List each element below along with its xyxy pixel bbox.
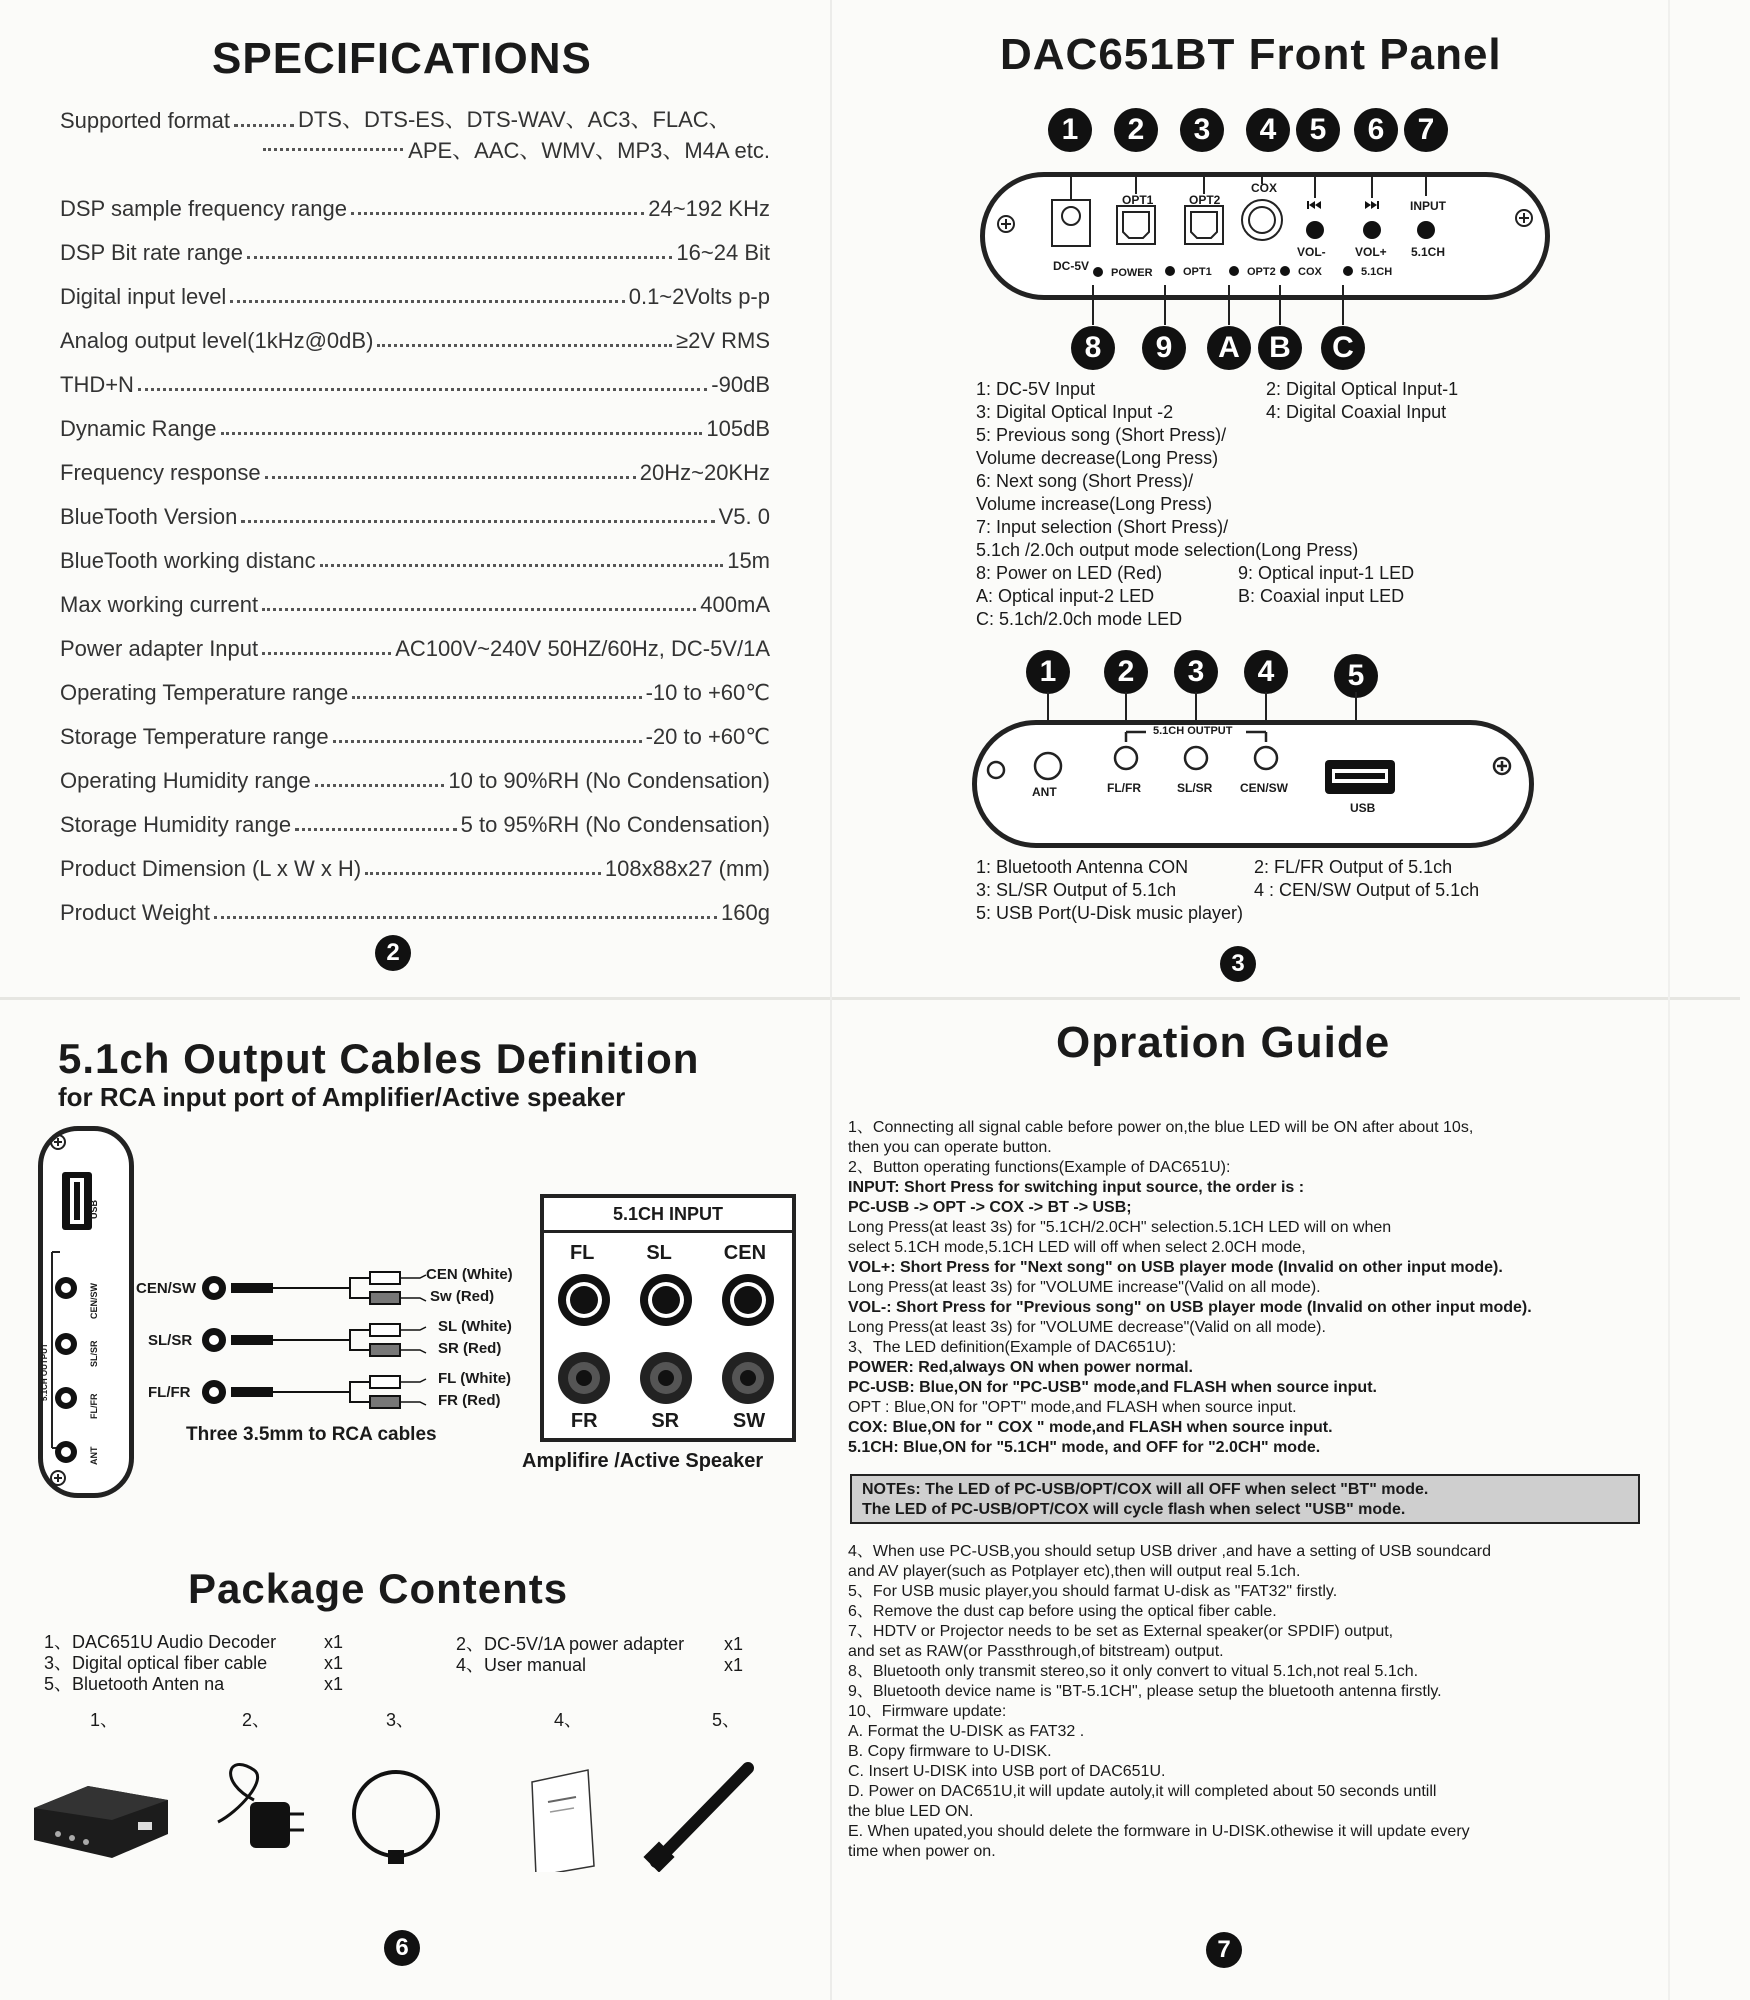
amp-caption: Amplifire /Active Speaker — [522, 1450, 764, 1472]
cable-caption: Three 3.5mm to RCA cables — [186, 1424, 437, 1445]
badge-b: B — [1258, 326, 1302, 370]
package-title: Package Contents — [188, 1565, 569, 1612]
spec-label: Max working current — [60, 592, 259, 617]
package-item: 3、Digital optical fiber cable x1 — [44, 1653, 344, 1673]
back-badge-2: 2 — [1104, 650, 1148, 694]
spec-label: Product Weight — [60, 900, 211, 925]
amp-sw: SW — [732, 1410, 766, 1432]
spec-label: Analog output level(1kHz@0dB) — [60, 328, 374, 353]
cables-package-section — [0, 1000, 830, 2000]
spec-value: 16~24 Bit — [676, 240, 770, 265]
jack-label-slsr: SL/SR — [148, 1332, 193, 1349]
guide-line: and set as RAW(or Passthrough,of bitstream) output. — [848, 1643, 1224, 1660]
spec-value: 160g — [721, 900, 770, 925]
pkg-img-label-4: 4、 — [554, 1710, 583, 1730]
page-number-6: 6 — [384, 1930, 420, 1966]
guide-line: 2、Button operating functions(Example of DAC651U): — [848, 1159, 1231, 1176]
spec-row — [60, 398, 770, 442]
pkg-img-label-3: 3、 — [386, 1710, 415, 1730]
amp-input-box — [540, 1194, 796, 1442]
front-legend-right-top: 2: Digital Optical Input-1 4: Digital Coaxial Input — [1266, 379, 1459, 422]
ant-label: ANT — [1032, 785, 1057, 799]
spec-value: -90dB — [711, 372, 770, 397]
package-list-right — [456, 1634, 743, 1676]
amp-sl: SL — [646, 1242, 672, 1264]
spec-value: 10 to 90%RH (No Condensation) — [448, 768, 770, 793]
package-images-svg — [28, 1742, 818, 1872]
spec-label: BlueTooth working distanc — [60, 548, 316, 573]
led-cox-label: COX — [1298, 266, 1322, 278]
spec-value: -10 to +60℃ — [645, 680, 770, 705]
guide-title: Opration Guide — [1056, 1018, 1391, 1067]
package-item: 4、User manual x1 — [456, 1655, 744, 1675]
side-ant-label: ANT — [89, 1446, 99, 1465]
adapter-image — [218, 1764, 304, 1848]
side-censw-label: CEN/SW — [89, 1283, 99, 1319]
guide-line: 9、Bluetooth device name is "BT-5.1CH", please setup the bluetooth antenna firstly. — [848, 1683, 1442, 1700]
amp-fr: FR — [570, 1410, 598, 1432]
vol-plus-label: VOL+ — [1355, 245, 1387, 259]
spec-row — [60, 178, 770, 222]
guide-line: PC-USB: Blue,ON for "PC-USB" mode,and FLASH when source input. — [848, 1379, 1377, 1396]
spec-row — [60, 222, 770, 266]
spec-label: DSP Bit rate range — [60, 240, 244, 265]
guide-notes — [850, 1474, 1640, 1524]
guide-line: time when power on. — [848, 1843, 996, 1860]
guide-line: POWER: Red,always ON when power normal. — [848, 1359, 1193, 1376]
decoder-image — [34, 1786, 168, 1858]
front-panel-drawing — [980, 172, 1550, 300]
front-panel-section — [830, 0, 1740, 1000]
cables-subtitle: for RCA input port of Amplifier/Active speaker — [58, 1082, 626, 1112]
guide-line: 8、Bluetooth only transmit stereo,so it only convert to vitual 5.1ch,not real 5.1ch. — [848, 1663, 1419, 1680]
back-badge-4: 4 — [1244, 650, 1288, 694]
spec-value: 5 to 95%RH (No Condensation) — [460, 812, 770, 837]
spec-label: Operating Temperature range — [60, 680, 349, 705]
amp-bottom-labels — [544, 1410, 792, 1433]
guide-line: 5、For USB music player,you should farmat U-disk as "FAT32" firstly. — [848, 1583, 1338, 1600]
spec-label: Operating Humidity range — [60, 768, 311, 793]
back-panel-svg — [972, 720, 1524, 838]
guide-line: B. Copy firmware to U-DISK. — [848, 1743, 1052, 1760]
spec-label: Digital input level — [60, 284, 227, 309]
spec-value: -20 to +60℃ — [645, 724, 770, 749]
guide-line: and AV player(such as Potplayer etc),then will output real 5.1ch. — [848, 1563, 1301, 1580]
spec-label: BlueTooth Version — [60, 504, 238, 529]
manual-image — [532, 1770, 594, 1872]
spec-value: DTS、DTS-ES、DTS-WAV、AC3、FLAC、 — [297, 107, 731, 132]
side-flfr-label: FL/FR — [89, 1393, 99, 1419]
front-panel-title: DAC651BT Front Panel — [1000, 30, 1502, 79]
spec-value: ≥2V RMS — [676, 328, 770, 353]
spec-row — [60, 838, 770, 882]
package-item: 5、Bluetooth Anten na x1 — [44, 1674, 344, 1694]
guide-line: INPUT: Short Press for switching input source, the order is : — [848, 1179, 1305, 1196]
badge-a: A — [1207, 326, 1251, 370]
guide-line: VOL-: Short Press for "Previous song" on USB player mode (Invalid on other input mode). — [848, 1299, 1532, 1316]
led-51-label: 5.1CH — [1361, 266, 1393, 278]
guide-line: Long Press(at least 3s) for "VOLUME decrease"(Valid on all mode). — [848, 1319, 1326, 1336]
guide-line: OPT : Blue,ON for "OPT" mode,and FLASH when source input. — [848, 1399, 1297, 1416]
led-opt1-label: OPT1 — [1183, 266, 1212, 278]
device-side-svg — [38, 1126, 134, 1498]
jack-label-flfr: FL/FR — [148, 1384, 191, 1401]
censw-label: CEN/SW — [1240, 781, 1288, 795]
spec-value: 108x88x27 (mm) — [604, 856, 770, 881]
guide-line: Long Press(at least 3s) for "VOLUME increase"(Valid on all mode). — [848, 1279, 1321, 1296]
spec-row — [60, 486, 770, 530]
spec-row — [60, 354, 770, 398]
spec-label: Frequency response — [60, 460, 261, 485]
spec-row — [60, 706, 770, 750]
spec-row-format — [60, 90, 770, 134]
spec-value: 400mA — [700, 592, 770, 617]
plug-sl-white: SL (White) — [438, 1318, 512, 1335]
spec-label: Storage Humidity range — [60, 812, 292, 837]
amp-header: 5.1CH INPUT — [544, 1198, 792, 1233]
spec-row — [60, 662, 770, 706]
spec-row — [60, 618, 770, 662]
guide-line: 3、The LED definition(Example of DAC651U): — [848, 1339, 1177, 1356]
led-power-label: POWER — [1111, 267, 1153, 279]
spec-label: DSP sample frequency range — [60, 196, 347, 221]
pkg-img-label-1: 1、 — [90, 1710, 119, 1730]
plug-fl-white: FL (White) — [438, 1370, 512, 1387]
plug-sw-red: Sw (Red) — [430, 1288, 495, 1305]
flfr-label: FL/FR — [1107, 781, 1141, 795]
guide-line: C. Insert U-DISK into USB port of DAC651U. — [848, 1763, 1166, 1780]
guide-line: then you can operate button. — [848, 1139, 1052, 1156]
spec-list — [60, 90, 770, 926]
badge-9: 9 — [1142, 326, 1186, 370]
specifications-title: SPECIFICATIONS — [212, 34, 592, 83]
guide-line: 7、HDTV or Projector needs to be set as External speaker(or SPDIF) output, — [848, 1623, 1394, 1640]
spec-row — [60, 310, 770, 354]
cables-title: 5.1ch Output Cables Definition — [58, 1035, 700, 1082]
guide-line: 1、Connecting all signal cable before power on,the blue LED will be ON after about 10s, — [848, 1119, 1474, 1136]
guide-line: COX: Blue,ON for " COX " mode,and FLASH when source input. — [848, 1419, 1333, 1436]
slsr-label: SL/SR — [1177, 781, 1213, 795]
plug-cen-white: CEN (White) — [426, 1266, 513, 1283]
badge-2: 2 — [1114, 108, 1158, 152]
antenna-image — [643, 1768, 748, 1872]
jack-label-censw: CEN/SW — [136, 1280, 196, 1297]
guide-line: the blue LED ON. — [848, 1803, 974, 1820]
guide-line: VOL+: Short Press for "Next song" on USB player mode (Invalid on other input mode). — [848, 1259, 1503, 1276]
spec-row — [60, 794, 770, 838]
spec-value: 15m — [727, 548, 770, 573]
spec-label: Supported format — [60, 108, 230, 133]
package-item: 1、DAC651U Audio Decoder x1 — [44, 1632, 344, 1652]
front-legend-right-bottom: 9: Optical input-1 LED B: Coaxial input LED — [1238, 563, 1415, 606]
spec-label: Dynamic Range — [60, 416, 217, 441]
badge-6: 6 — [1354, 108, 1398, 152]
page-number-3: 3 — [1220, 946, 1256, 982]
opt2-label: OPT2 — [1189, 193, 1221, 207]
dc-label: DC-5V — [1053, 259, 1090, 273]
ch51-label: 5.1CH — [1411, 245, 1446, 259]
badge-3: 3 — [1180, 108, 1224, 152]
plug-sr-red: SR (Red) — [438, 1340, 502, 1357]
back-panel-drawing — [972, 720, 1534, 848]
guide-line: PC-USB -> OPT -> COX -> BT -> USB; — [848, 1199, 1132, 1216]
package-list-left — [44, 1632, 343, 1695]
amp-sr: SR — [651, 1410, 680, 1432]
spec-value: 20Hz~20KHz — [639, 460, 770, 485]
notes-line-1: NOTEs: The LED of PC-USB/OPT/COX will all OFF when select "BT" mode. — [862, 1481, 1429, 1498]
front-legend-left: 1: DC-5V Input 3: Digital Optical Input -2 5: Previous song (Short Press)/ Volume decrease(Long Press) 6: Next song (Short Press)/ Volume increase(Long Press) 7: Input selection (Short Press)/ 5.1ch /2.0ch output mode selection(Long Press) 8: Power on LED (Red) A: Optical input-2 LED C: 5.1ch/2.0ch mode LED — [976, 379, 1359, 629]
guide-part1 — [848, 1118, 1668, 1458]
spec-label: Storage Temperature range — [60, 724, 329, 749]
spec-label: Power adapter Input — [60, 636, 259, 661]
guide-line: 5.1CH: Blue,ON for "5.1CH" mode, and OFF for "2.0CH" mode. — [848, 1439, 1321, 1456]
guide-line: 10、Firmware update: — [848, 1703, 1007, 1720]
guide-line: select 5.1CH mode,5.1CH LED will off when select 2.0CH mode, — [848, 1239, 1306, 1256]
side-slsr-label: SL/SR — [89, 1340, 99, 1367]
spec-value: V5. 0 — [718, 504, 770, 529]
optical-cable-image — [354, 1772, 438, 1864]
vol-minus-label: VOL- — [1297, 245, 1326, 259]
pkg-img-label-2: 2、 — [242, 1710, 271, 1730]
amp-jacks-svg — [544, 1228, 792, 1428]
specifications-section — [0, 0, 830, 1000]
page-number-7: 7 — [1206, 1932, 1242, 1968]
spec-label: Product Dimension (L x W x H) — [60, 856, 362, 881]
badge-5: 5 — [1296, 108, 1340, 152]
back-badge-5: 5 — [1334, 654, 1378, 698]
guide-line: 4、When use PC-USB,you should setup USB driver ,and have a setting of USB soundcard — [848, 1543, 1492, 1560]
badge-7: 7 — [1404, 108, 1448, 152]
spec-value: 24~192 KHz — [648, 196, 770, 221]
spec-value: 105dB — [706, 416, 770, 441]
spec-value: AC100V~240V 50HZ/60Hz, DC-5V/1A — [395, 636, 770, 661]
spec-row — [60, 530, 770, 574]
spec-row — [60, 882, 770, 926]
guide-part2 — [848, 1542, 1668, 1862]
plug-fr-red: FR (Red) — [438, 1392, 501, 1409]
opt1-label: OPT1 — [1122, 193, 1154, 207]
spec-label: THD+N — [60, 372, 134, 397]
spec-row — [60, 442, 770, 486]
side-usb-label: USB — [89, 1199, 99, 1219]
badge-1: 1 — [1048, 108, 1092, 152]
usb-label: USB — [1350, 801, 1376, 815]
back-legend-right: 2: FL/FR Output of 5.1ch 4 : CEN/SW Output of 5.1ch — [1254, 857, 1480, 900]
spec-row — [60, 574, 770, 618]
input-label: INPUT — [1410, 199, 1446, 213]
back-badge-3: 3 — [1174, 650, 1218, 694]
guide-line: Long Press(at least 3s) for "5.1CH/2.0CH" selection.5.1CH LED will on when — [848, 1219, 1392, 1236]
amp-cen: CEN — [723, 1242, 767, 1264]
back-badge-1: 1 — [1026, 650, 1070, 694]
package-item: 2、DC-5V/1A power adapter x1 — [456, 1634, 744, 1654]
side-group-label: 5.1CH OUTPUT — [40, 1343, 49, 1401]
pkg-img-label-5: 5、 — [712, 1710, 741, 1730]
amp-fl: FL — [569, 1242, 595, 1264]
guide-line: A. Format the U-DISK as FAT32 . — [848, 1723, 1085, 1740]
spec-row-format-cont — [60, 134, 770, 178]
spec-rows — [60, 178, 770, 926]
page-number-2: 2 — [375, 935, 411, 971]
guide-line: 6、Remove the dust cap before using the optical fiber cable. — [848, 1603, 1277, 1620]
spec-row — [60, 266, 770, 310]
badge-c: C — [1321, 326, 1365, 370]
badge-8: 8 — [1071, 326, 1115, 370]
spec-value: APE、AAC、WMV、MP3、M4A etc. — [408, 138, 770, 163]
badge-4: 4 — [1246, 108, 1290, 152]
guide-line: E. When upated,you should delete the formware in U-DISK.othewise it will update every — [848, 1823, 1470, 1840]
guide-line: D. Power on DAC651U,it will update autoly,it will completed about 50 seconds untill — [848, 1783, 1437, 1800]
spec-value: 0.1~2Volts p-p — [628, 284, 770, 309]
back-legend-left: 1: Bluetooth Antenna CON 3: SL/SR Output of 5.1ch 5: USB Port(U-Disk music player) — [976, 857, 1244, 923]
spec-row — [60, 750, 770, 794]
device-side-drawing — [38, 1126, 134, 1498]
notes-line-2: The LED of PC-USB/OPT/COX will cycle flash when select "USB" mode. — [862, 1501, 1406, 1518]
output-group-label: 5.1CH OUTPUT — [1153, 725, 1233, 737]
cox-label: COX — [1251, 181, 1278, 195]
led-opt2-label: OPT2 — [1247, 266, 1276, 278]
